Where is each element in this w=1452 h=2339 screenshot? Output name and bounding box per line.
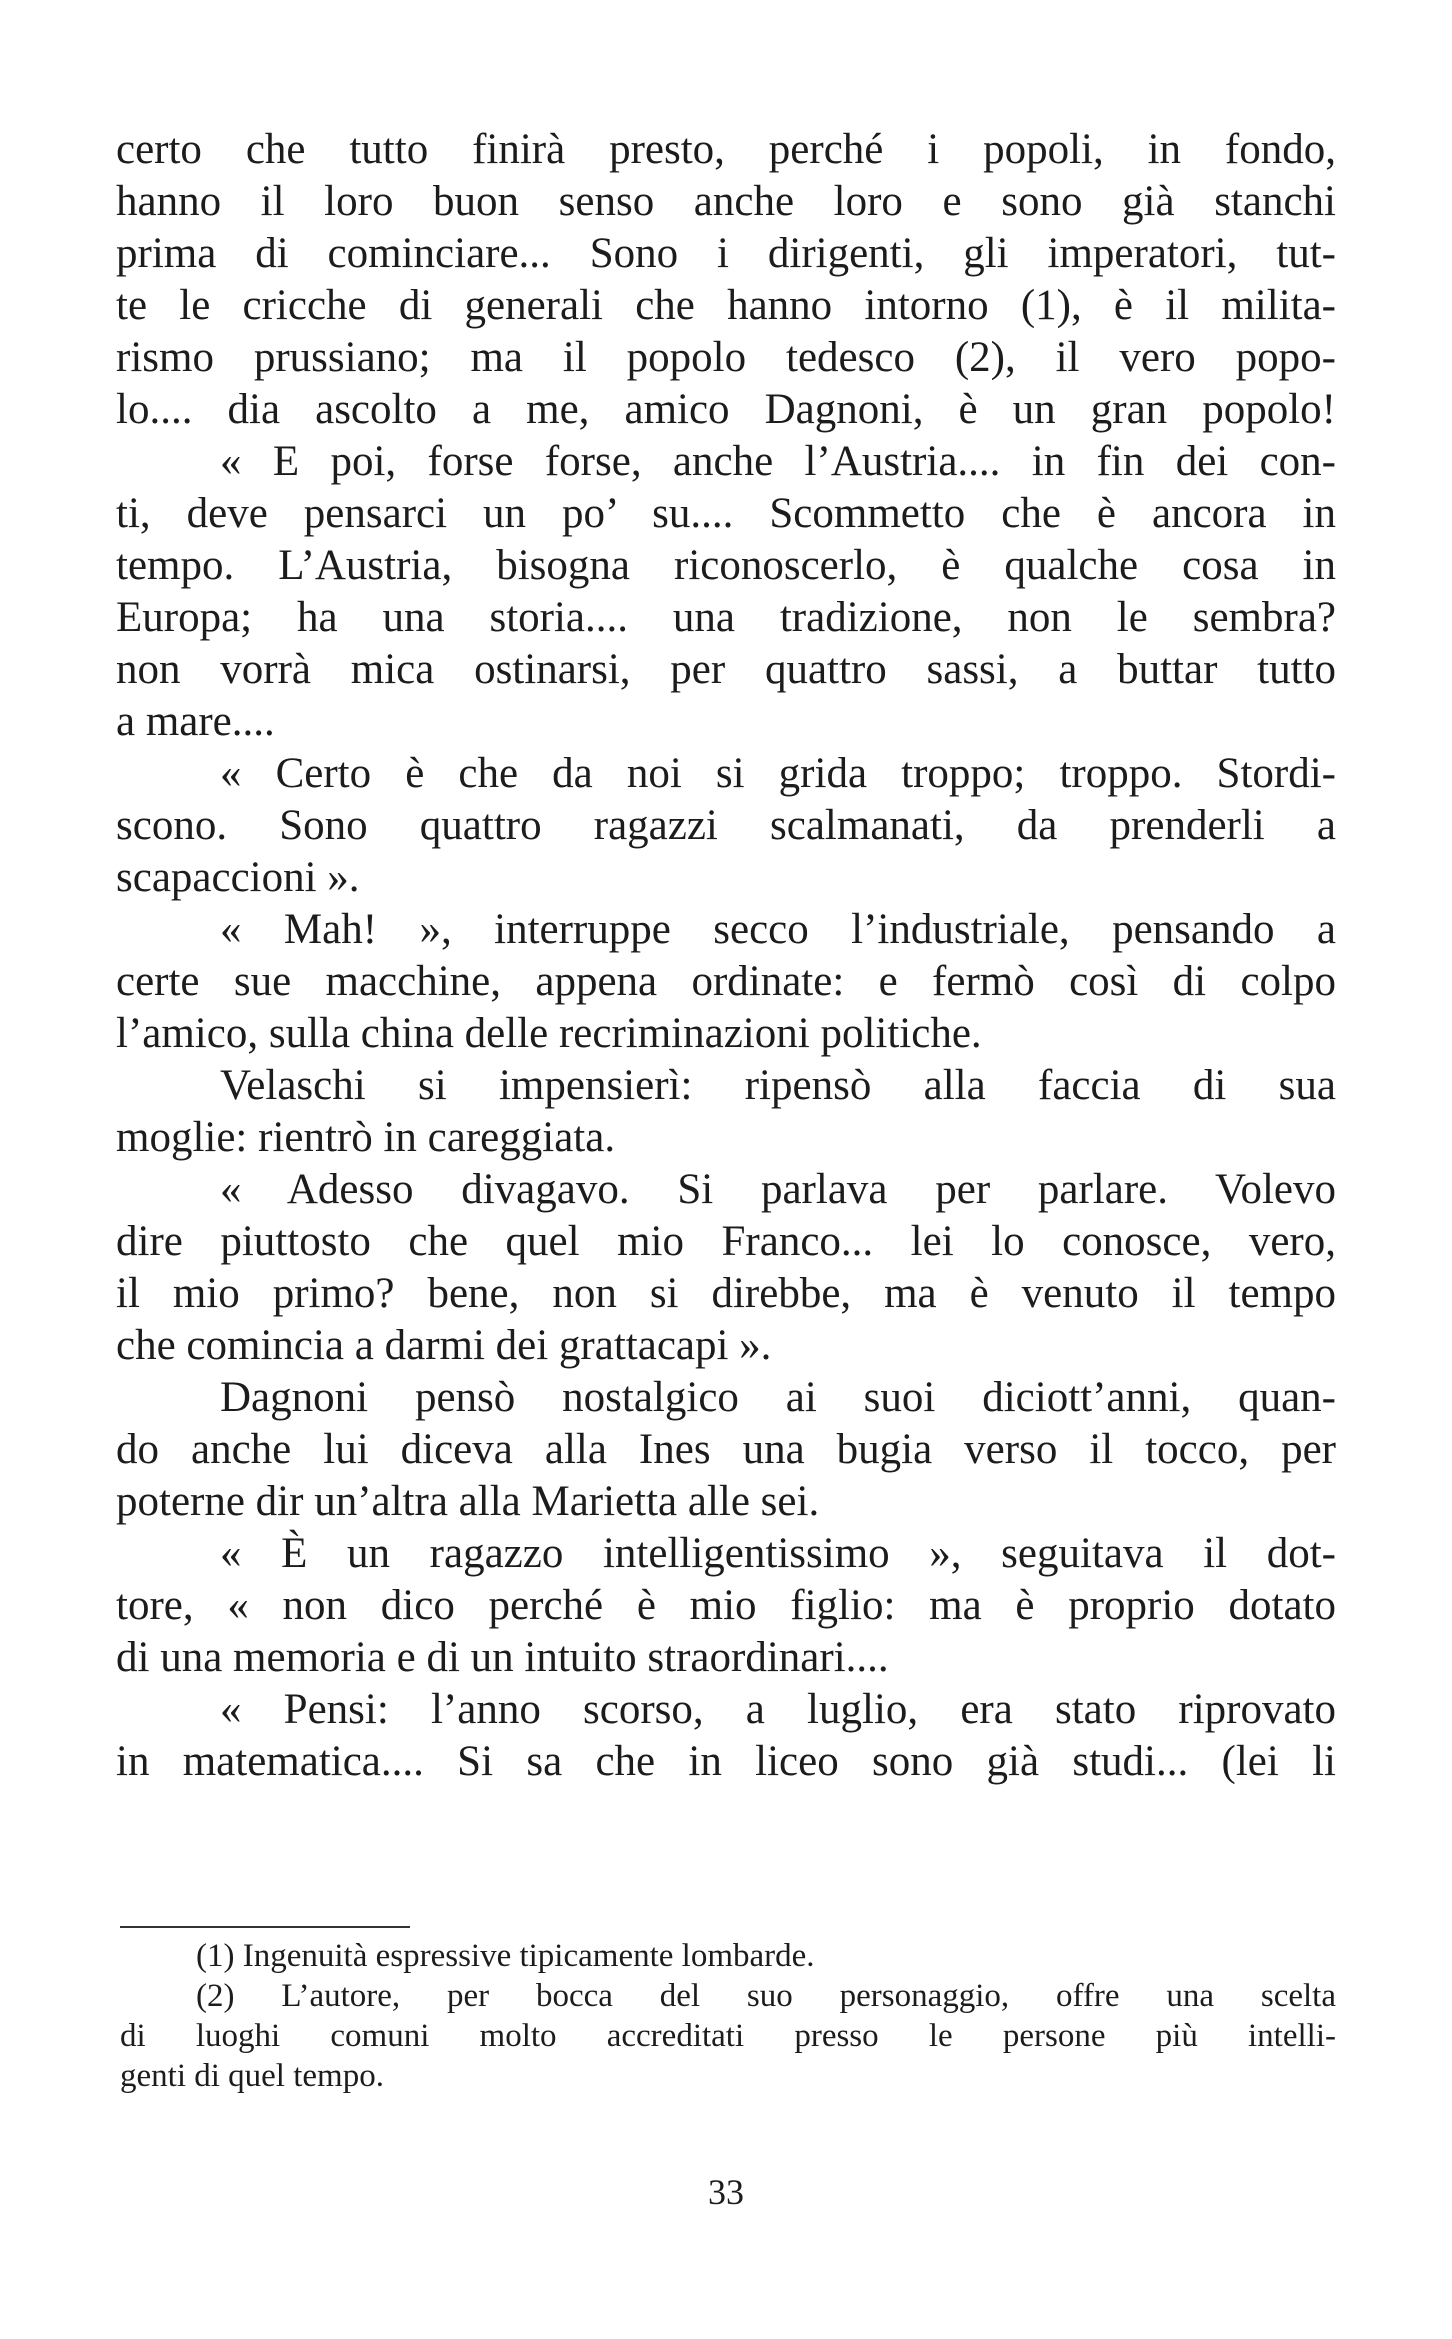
body-line: poterne dir un’altra alla Marietta alle sei. <box>116 1478 820 1525</box>
body-line: tore, « non dico perché è mio figlio: ma è proprio dotato <box>116 1582 1336 1629</box>
footnote-line: di luoghi comuni molto accreditati presso le persone più intelli- <box>120 2018 1336 2054</box>
body-line: do anche lui diceva alla Ines una bugia verso il tocco, per <box>116 1426 1336 1473</box>
body-line: scono. Sono quattro ragazzi scalmanati, da prenderli a <box>116 802 1336 849</box>
body-line: a mare.... <box>116 698 275 745</box>
body-line: che comincia a darmi dei grattacapi ». <box>116 1322 772 1369</box>
body-line: lo.... dia ascolto a me, amico Dagnoni, è un gran popolo! <box>116 386 1336 433</box>
body-line: « E poi, forse forse, anche l’Austria.... in fin dei con- <box>220 438 1336 485</box>
body-line: hanno il loro buon senso anche loro e sono già stanchi <box>116 178 1336 225</box>
body-line: il mio primo? bene, non si direbbe, ma è venuto il tempo <box>116 1270 1336 1317</box>
footnote-line: (1) Ingenuità espressive tipicamente lombarde. <box>196 1938 815 1974</box>
footnote-line: (2) L’autore, per bocca del suo personaggio, offre una scelta <box>196 1978 1336 2014</box>
body-line: « Certo è che da noi si grida troppo; troppo. Stordi- <box>220 750 1336 797</box>
body-line: « È un ragazzo intelligentissimo », seguitava il dot- <box>220 1530 1336 1577</box>
body-line: moglie: rientrò in careggiata. <box>116 1114 616 1161</box>
body-line: Europa; ha una storia.... una tradizione, non le sembra? <box>116 594 1336 641</box>
body-line: te le cricche di generali che hanno intorno (1), è il milita- <box>116 282 1336 329</box>
body-line: in matematica.... Si sa che in liceo sono già studi... (lei li <box>116 1738 1336 1785</box>
body-line: rismo prussiano; ma il popolo tedesco (2), il vero popo- <box>116 334 1336 381</box>
body-line: prima di cominciare... Sono i dirigenti, gli imperatori, tut- <box>116 230 1336 277</box>
body-line: certo che tutto finirà presto, perché i popoli, in fondo, <box>116 126 1336 173</box>
footnote-divider <box>120 1926 410 1928</box>
body-line: certe sue macchine, appena ordinate: e fermò così di colpo <box>116 958 1336 1005</box>
body-line: « Pensi: l’anno scorso, a luglio, era stato riprovato <box>220 1686 1336 1733</box>
page-number: 33 <box>708 2172 744 2212</box>
body-line: di una memoria e di un intuito straordinari.... <box>116 1634 889 1681</box>
body-line: Dagnoni pensò nostalgico ai suoi diciott’anni, quan- <box>220 1374 1336 1421</box>
body-line: tempo. L’Austria, bisogna riconoscerlo, è qualche cosa in <box>116 542 1336 589</box>
body-line: ti, deve pensarci un po’ su.... Scommetto che è ancora in <box>116 490 1336 537</box>
body-line: « Adesso divagavo. Si parlava per parlare. Volevo <box>220 1166 1336 1213</box>
body-line: non vorrà mica ostinarsi, per quattro sassi, a buttar tutto <box>116 646 1336 693</box>
body-line: l’amico, sulla china delle recriminazioni politiche. <box>116 1010 982 1057</box>
footnote-line: genti di quel tempo. <box>120 2058 384 2094</box>
body-line: scapaccioni ». <box>116 854 360 901</box>
body-line: Velaschi si impensierì: ripensò alla faccia di sua <box>220 1062 1336 1109</box>
body-line: dire piuttosto che quel mio Franco... lei lo conosce, vero, <box>116 1218 1336 1265</box>
body-line: « Mah! », interruppe secco l’industriale, pensando a <box>220 906 1336 953</box>
